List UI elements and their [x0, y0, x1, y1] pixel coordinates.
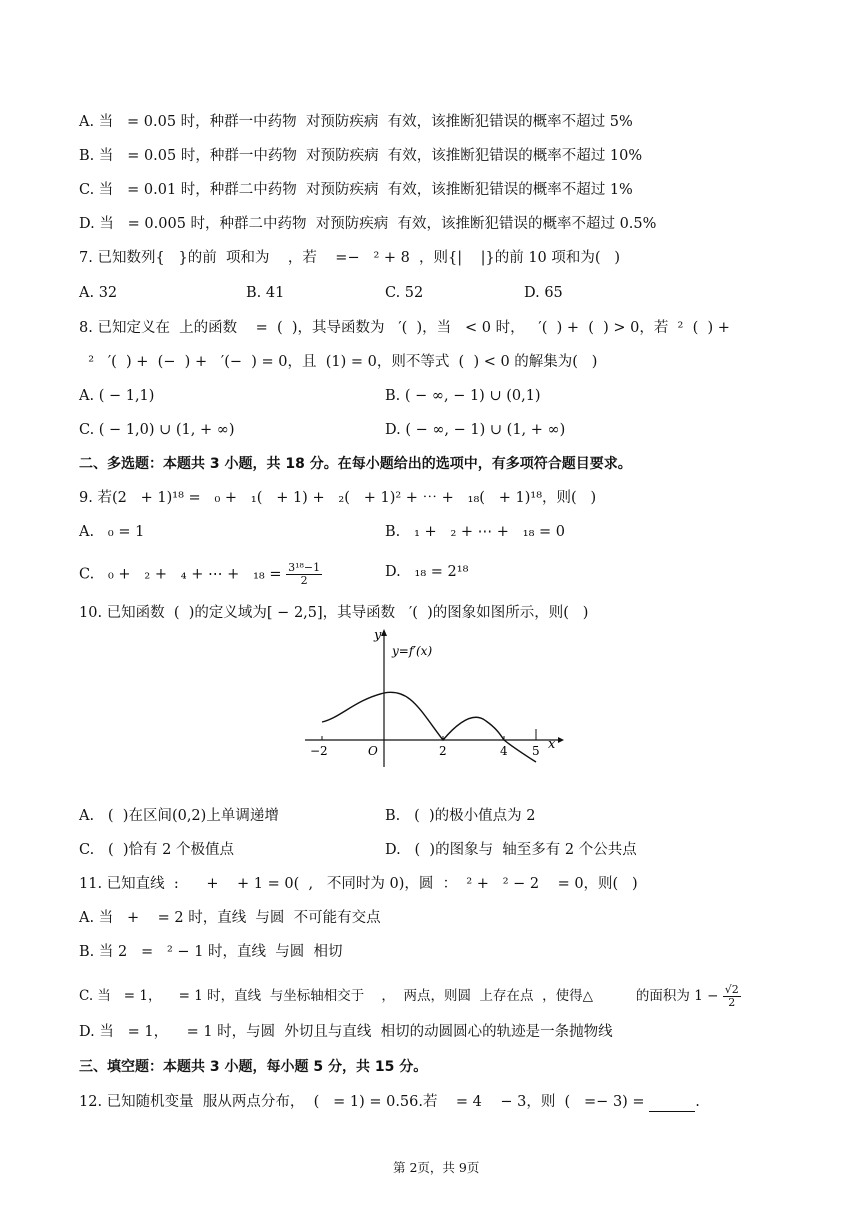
q11-option-d: D. 当 = 1， = 1 时，与圆 外切且与直线 相切的动圆圆心的轨迹是一条抛物线 [79, 1024, 613, 1040]
q7-stem: 7. 已知数列{ }的前 项和为 ，若 =− ² + 8 ，则{| |}的前 10 项和为( ) [79, 250, 621, 266]
q12-stem [79, 1092, 700, 1112]
q7-option-d: D. 65 [524, 285, 563, 301]
q11-option-c-text: C. 当 = 1， = 1 时，直线 与坐标轴相交于 ， 两点，则圆 上存在点 ，使得△ 的面积为 1 − [79, 988, 723, 1004]
q7-option-c: C. 52 [385, 285, 424, 301]
q7-option-a: A. 32 [79, 285, 118, 301]
q8-stem-line1: 8. 已知定义在 上的函数 = ( )，其导函数为 ′( )，当 < 0 时， ′( ) + ( ) > 0，若 ² ( ) + [79, 320, 730, 336]
tick-label-5: 5 [532, 744, 540, 758]
section-heading-fill-in: 三、填空题：本题共 3 小题，每小题 5 分，共 15 分。 [79, 1059, 428, 1075]
q6-option-a: A. 当 = 0.05 时，种群一中药物 对预防疾病 有效，该推断犯错误的概率不超过 5% [79, 114, 633, 130]
q9-option-b: B. ₁ + ₂ + ⋯ + ₁₈ = 0 [385, 524, 565, 540]
x-axis-label: x [548, 737, 556, 752]
q8-option-d: D. ( − ∞, − 1) ∪ (1, + ∞) [385, 422, 566, 438]
q9-option-c-fraction [286, 562, 322, 587]
q10-option-c: C. ( )恰有 2 个极值点 [79, 842, 234, 858]
q10-option-b: B. ( )的极小值点为 2 [385, 808, 536, 824]
origin-label: O [368, 744, 378, 758]
q11-option-c [79, 984, 741, 1009]
tick-label-4: 4 [500, 744, 508, 758]
q9-option-d: D. ₁₈ = 2¹⁸ [385, 564, 469, 580]
x-axis-arrow [558, 737, 564, 743]
page-footer: 第 2页，共 9页 [393, 1160, 480, 1175]
q11-option-c-fraction [723, 984, 741, 1009]
q8-option-c: C. ( − 1,0) ∪ (1, + ∞) [79, 422, 235, 438]
q6-option-b: B. 当 = 0.05 时，种群一中药物 对预防疾病 有效，该推断犯错误的概率不超过 10% [79, 148, 643, 164]
tick-label-2: 2 [439, 744, 447, 758]
q6-option-c: C. 当 = 0.01 时，种群二中药物 对预防疾病 有效，该推断犯错误的概率不超过 1% [79, 182, 633, 198]
q10-option-a: A. ( )在区间(0,2)上单调递增 [79, 808, 279, 824]
q6-option-d: D. 当 = 0.005 时，种群二中药物 对预防疾病 有效，该推断犯错误的概率不超过 0.5% [79, 216, 657, 232]
derivative-graph [300, 622, 570, 772]
q11-option-a: A. 当 + = 2 时，直线 与圆 不可能有交点 [79, 910, 381, 926]
q8-option-a: A. ( − 1,1) [79, 388, 155, 404]
section-heading-multiple-choice: 二、多选题：本题共 3 小题，共 18 分。在每小题给出的选项中，有多项符合题目要求。 [79, 456, 632, 472]
y-axis-label: y [374, 628, 382, 643]
q9-option-c [79, 562, 322, 587]
answer-blank[interactable] [649, 1097, 695, 1112]
q12-stem-end: . [695, 1094, 700, 1110]
fraction-numerator: √2 [724, 983, 739, 996]
q7-option-b: B. 41 [246, 285, 285, 301]
q8-stem-line2: ² ′( ) + (− ) + ′(− ) = 0，且 (1) = 0，则不等式 ( ) < 0 的解集为( ) [79, 354, 598, 370]
fraction-denominator: 2 [300, 574, 308, 587]
q8-option-b: B. ( − ∞, − 1) ∪ (0,1) [385, 388, 541, 404]
tick-label-neg2: −2 [310, 744, 328, 758]
q9-stem: 9. 若(2 + 1)¹⁸ = ₀ + ₁( + 1) + ₂( + 1)² + ⋯ + ₁₈( + 1)¹⁸，则( ) [79, 490, 597, 506]
fraction-numerator: 3¹⁸−1 [288, 561, 321, 574]
q9-option-a: A. ₀ = 1 [79, 524, 145, 540]
q12-stem-text: 12. 已知随机变量 服从两点分布， ( = 1) = 0.56.若 = 4 − 3，则 ( =− 3) = [79, 1094, 650, 1110]
q9-option-c-text: C. ₀ + ₂ + ₄ + ⋯ + ₁₈ = [79, 566, 287, 583]
fraction-denominator: 2 [728, 996, 736, 1009]
q10-stem: 10. 已知函数 ( )的定义域为[ − 2,5]，其导函数 ′( )的图象如图所示，则( ) [79, 605, 589, 621]
q11-option-b: B. 当 2 = ² − 1 时，直线 与圆 相切 [79, 944, 343, 960]
q10-option-d: D. ( )的图象与 轴至多有 2 个公共点 [385, 842, 637, 858]
curve-label: y=f′(x) [392, 644, 433, 658]
q11-stem: 11. 已知直线 : + + 1 = 0( , 不同时为 0)，圆 ： ² + ² − 2 = 0，则( ) [79, 876, 638, 892]
y-axis-arrow [381, 629, 387, 636]
